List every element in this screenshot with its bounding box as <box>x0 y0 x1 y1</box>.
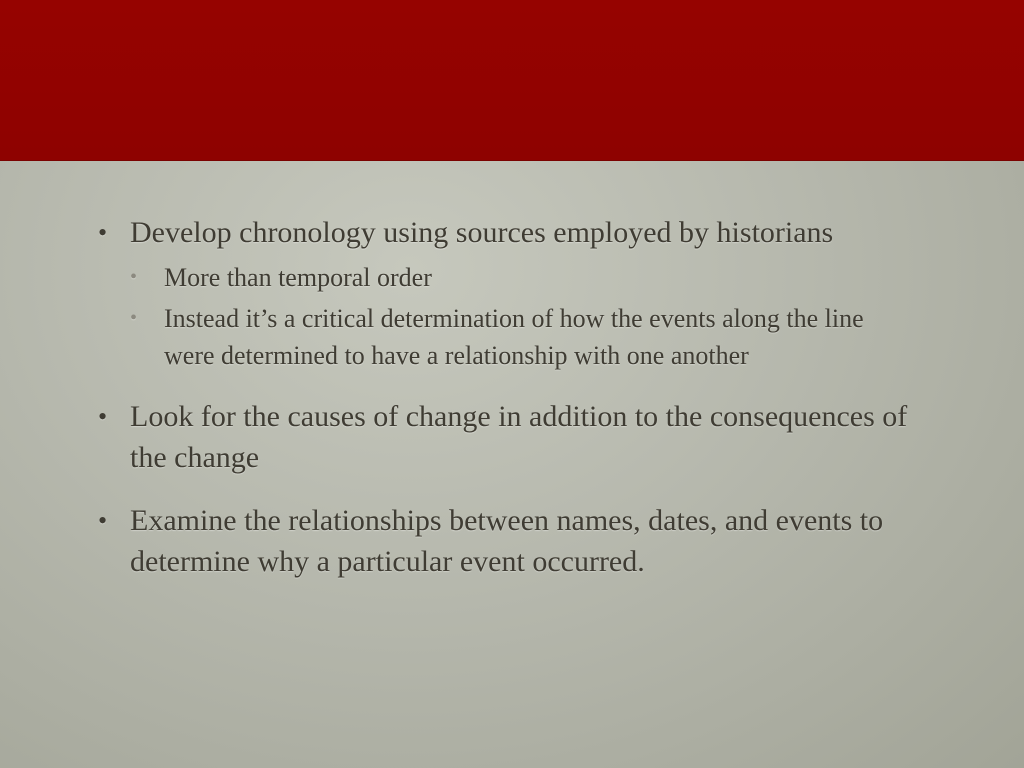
sub-bullet-item <box>130 259 916 296</box>
sub-bullet-text: More than temporal order <box>164 263 432 292</box>
bullet-icon: • <box>98 218 108 247</box>
sub-bullet-icon: • <box>130 307 138 329</box>
bullet-icon: • <box>98 402 108 431</box>
sub-bullet-text: Instead it’s a critical determination of how the events along the line were determined to have a relationship with one another <box>164 304 864 370</box>
bullet-text: Look for the causes of change in addition to the consequences of the change <box>130 400 908 474</box>
sub-bullet-list <box>130 259 916 374</box>
bullet-item-relationships <box>96 500 916 582</box>
bullet-icon: • <box>98 506 108 535</box>
bullet-item-causes <box>96 396 916 478</box>
bullet-text: Develop chronology using sources employed by historians <box>130 216 834 249</box>
sub-bullet-icon: • <box>130 266 138 288</box>
bullet-item-chronology <box>96 212 916 374</box>
sub-bullet-item <box>130 300 916 374</box>
slide-content <box>96 212 916 604</box>
bullet-text: Examine the relationships between names, dates, and events to determine why a particular event occurred. <box>130 504 884 578</box>
bullet-list <box>96 212 916 582</box>
title-band <box>0 0 1024 161</box>
